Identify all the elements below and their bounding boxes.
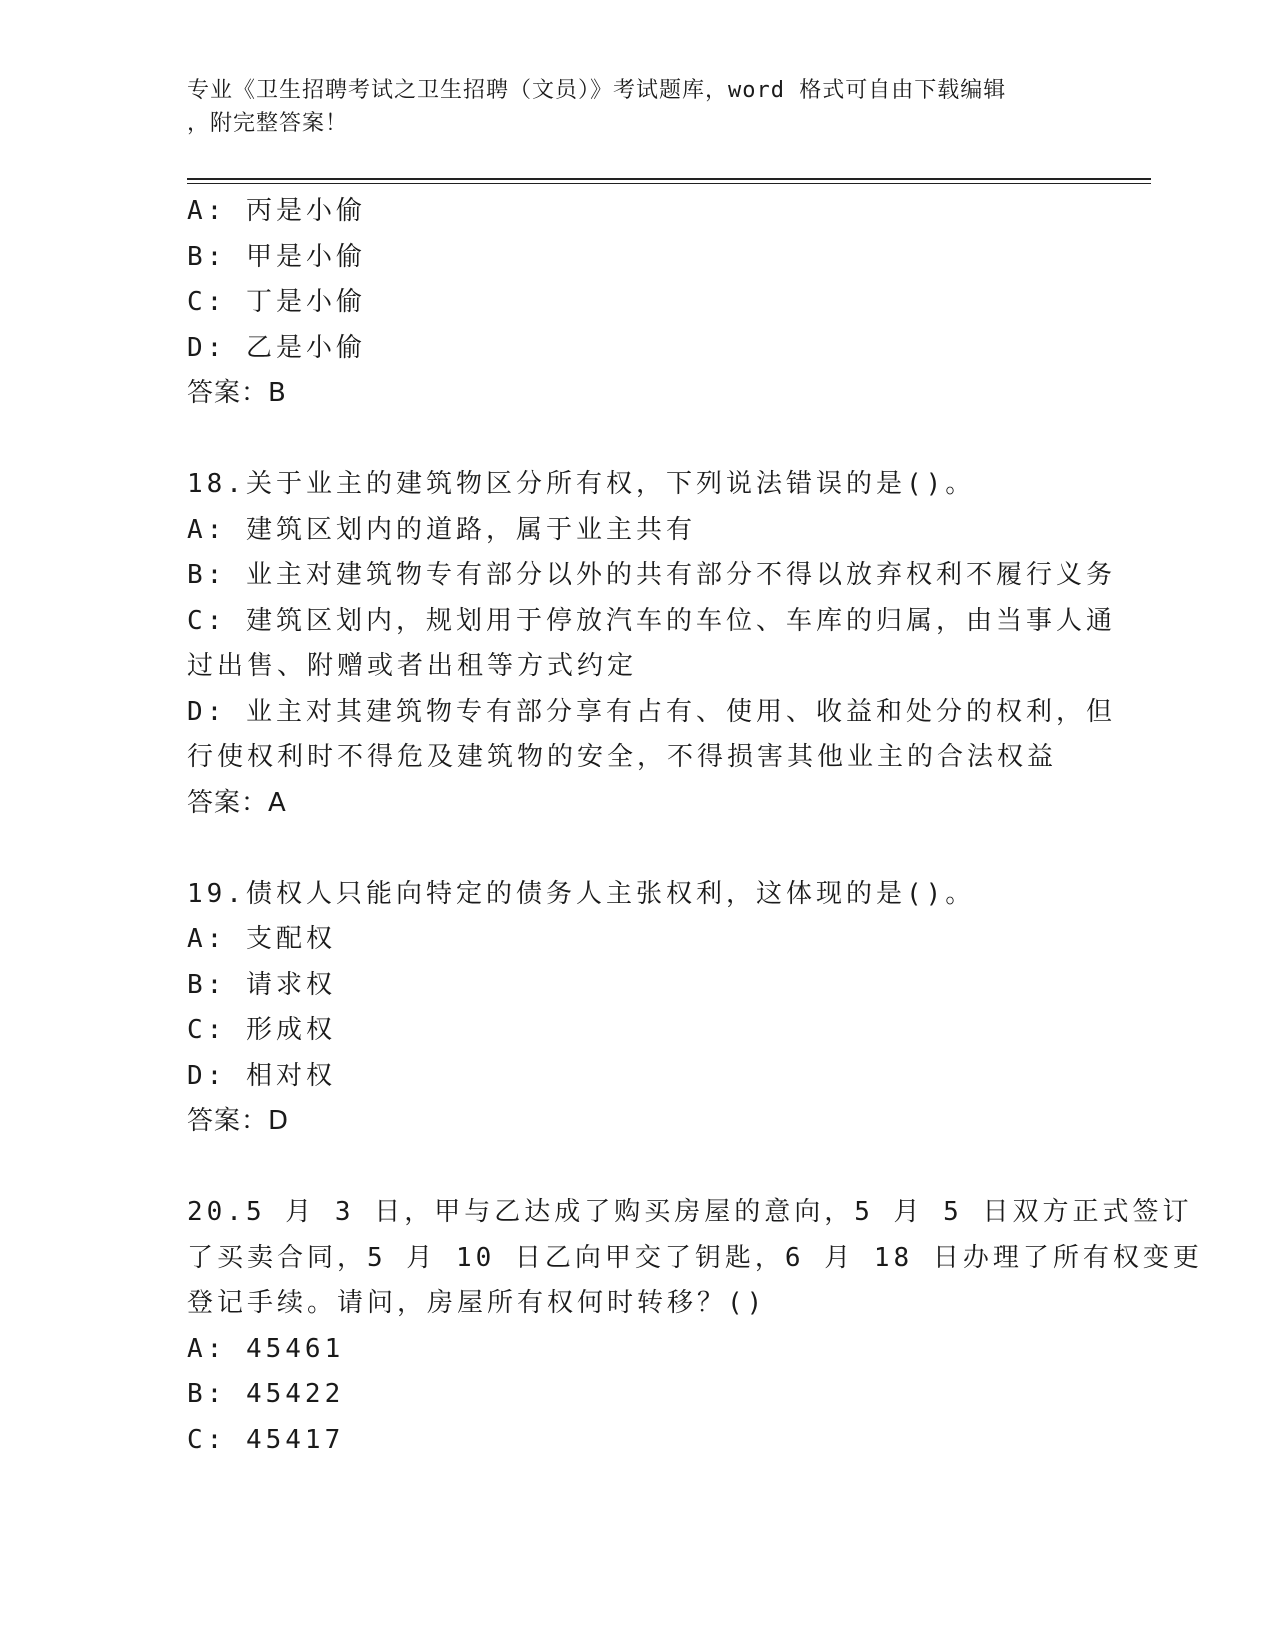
question-18-option-c-line-1: C: 建筑区划内，规划用于停放汽车的车位、车库的归属，由当事人通 xyxy=(187,605,1116,636)
question-20-stem-line-2: 了买卖合同，5 月 10 日乙向甲交了钥匙，6 月 18 日办理了所有权变更 xyxy=(187,1242,1203,1273)
header-title-line-2: ，附完整答案！ xyxy=(187,111,349,136)
question-18-answer: 答案：A xyxy=(187,787,287,818)
question-19-option-d: D: 相对权 xyxy=(187,1060,336,1091)
question-17-answer: 答案：B xyxy=(187,378,287,408)
question-19-answer: 答案：D xyxy=(187,1106,290,1136)
question-19-option-c: C: 形成权 xyxy=(187,1015,336,1045)
question-19-option-b: B: 请求权 xyxy=(187,969,336,1000)
header-title-line-1: 专业《卫生招聘考试之卫生招聘（文员）》考试题库，word 格式可自由下载编辑 xyxy=(187,78,1007,103)
spacer xyxy=(187,826,1087,872)
question-20-option-c: C: 45417 xyxy=(187,1424,345,1455)
question-18-option-d-line-2: 行使权利时不得危及建筑物的安全，不得损害其他业主的合法权益 xyxy=(187,742,1058,772)
question-20 xyxy=(187,1190,1203,1463)
question-17-option-a: A: 丙是小偷 xyxy=(187,196,366,226)
question-18-option-d-line-1: D: 业主对其建筑物专有部分享有占有、使用、收益和处分的权利，但 xyxy=(187,696,1116,727)
header-divider-thick xyxy=(187,178,1151,180)
spacer xyxy=(187,1145,1087,1191)
header-divider-thin xyxy=(187,183,1151,184)
question-18-option-b: B: 业主对建筑物专有部分以外的共有部分不得以放弃权利不履行义务 xyxy=(187,560,1116,590)
question-17-option-d: D: 乙是小偷 xyxy=(187,332,366,363)
question-17 xyxy=(187,189,1087,417)
question-19 xyxy=(187,872,1087,1145)
question-list xyxy=(187,189,1203,1463)
document-header xyxy=(187,74,1067,140)
question-19-option-a: A: 支配权 xyxy=(187,924,336,954)
question-17-option-b: B: 甲是小偷 xyxy=(187,241,366,272)
question-17-option-c: C: 丁是小偷 xyxy=(187,287,366,317)
spacer xyxy=(187,417,1087,463)
question-20-option-b: B: 45422 xyxy=(187,1379,345,1409)
question-18-option-c-line-2: 过出售、附赠或者出租等方式约定 xyxy=(187,651,638,681)
question-18 xyxy=(187,462,1116,826)
question-18-option-a: A: 建筑区划内的道路，属于业主共有 xyxy=(187,514,696,545)
question-18-stem: 18.关于业主的建筑物区分所有权，下列说法错误的是()。 xyxy=(187,469,976,499)
question-20-option-a: A: 45461 xyxy=(187,1333,345,1364)
question-19-stem: 19.债权人只能向特定的债务人主张权利，这体现的是()。 xyxy=(187,878,976,909)
question-20-stem-line-1: 20.5 月 3 日，甲与乙达成了购买房屋的意向，5 月 5 日双方正式签订 xyxy=(187,1197,1193,1227)
question-20-stem-line-3: 登记手续。请问，房屋所有权何时转移？() xyxy=(187,1288,767,1318)
